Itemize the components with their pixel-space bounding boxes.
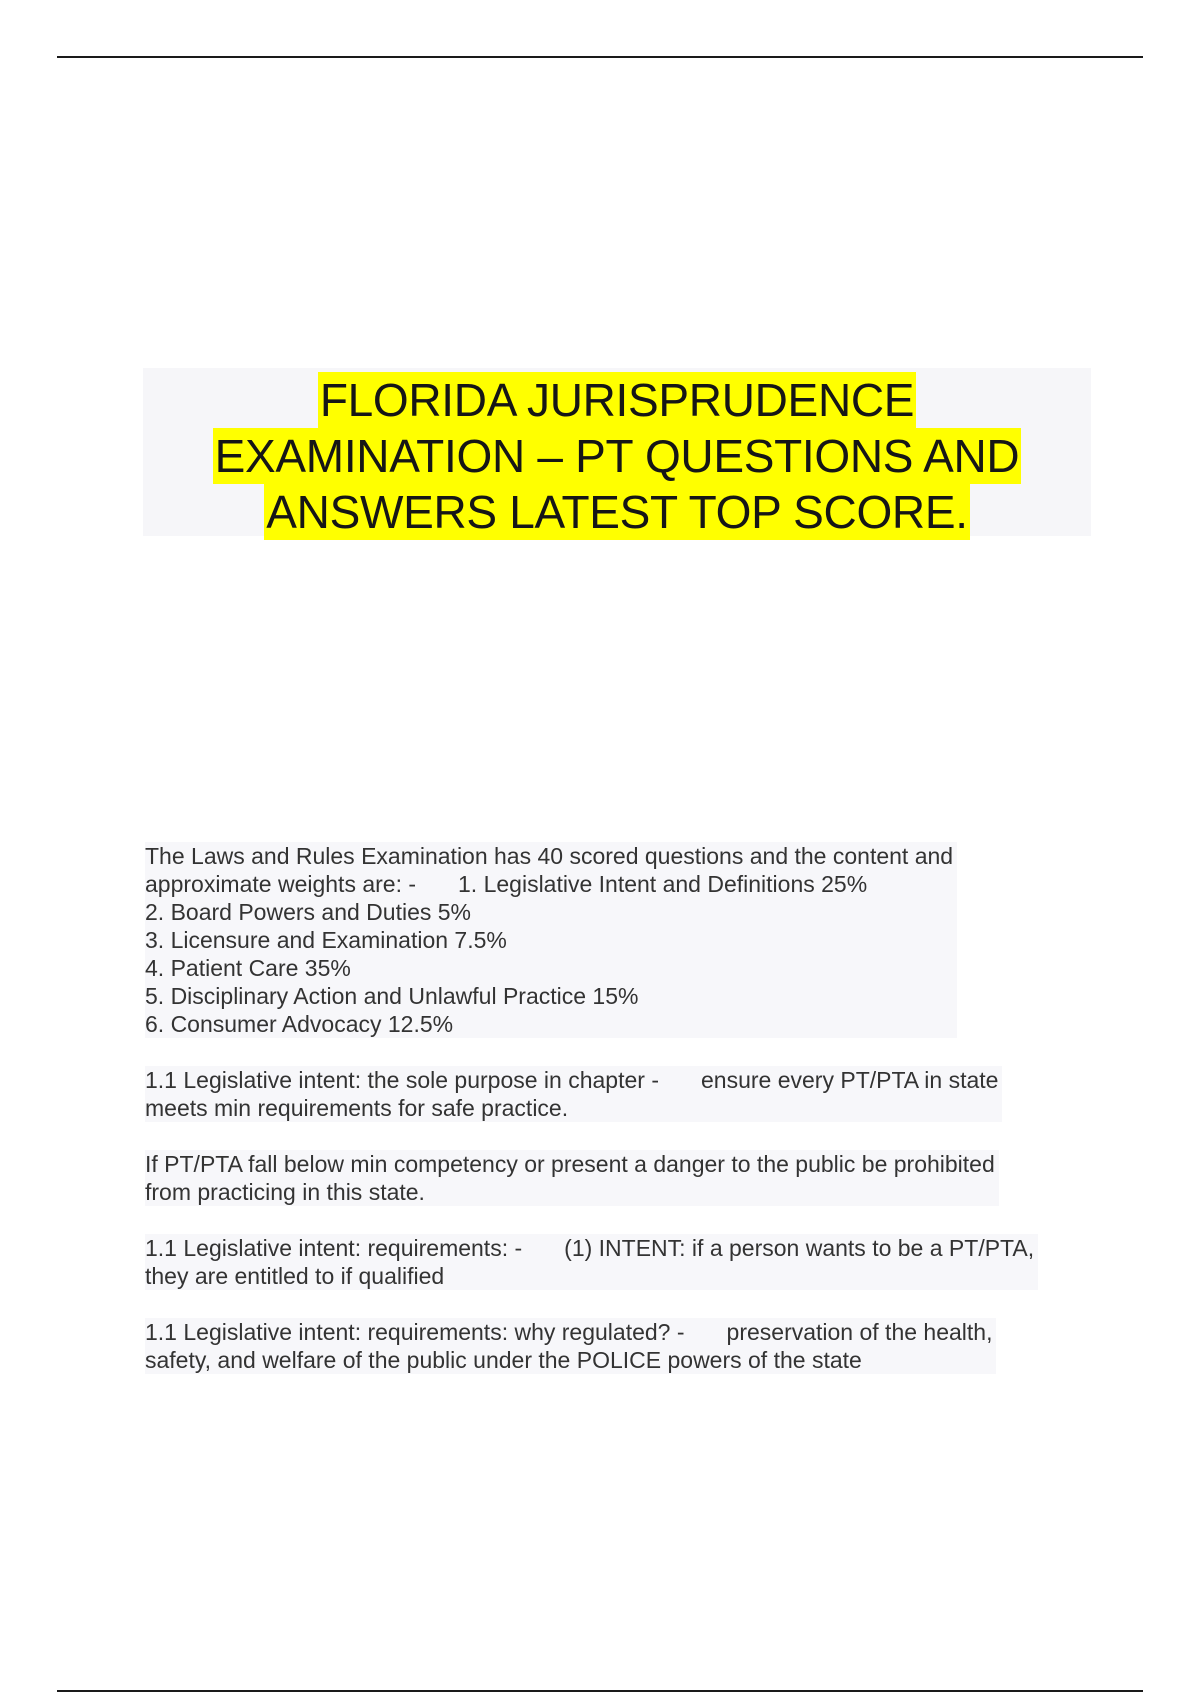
- document-title-block: [143, 368, 1091, 536]
- weights-paragraph: [145, 842, 1145, 1038]
- document-body: [145, 842, 1145, 1402]
- qa-question: 1.1 Legislative intent: the sole purpose in chapter -: [145, 1067, 659, 1093]
- qa-line: [145, 1318, 992, 1346]
- weight-item: 6. Consumer Advocacy 12.5%: [145, 1011, 454, 1037]
- footer-rule: [57, 1690, 1143, 1692]
- qa-item: [145, 1234, 1145, 1290]
- qa-question: 1.1 Legislative intent: requirements: why regulated? -: [145, 1319, 685, 1345]
- weight-item: 3. Licensure and Examination 7.5%: [145, 927, 507, 953]
- document-title-line-3: ANSWERS LATEST TOP SCORE.: [266, 486, 968, 538]
- qa-block: [145, 1066, 1002, 1122]
- qa-block: [145, 1234, 1038, 1290]
- weight-item: 5. Disciplinary Action and Unlawful Practice 15%: [145, 983, 639, 1009]
- qa-continuation: they are entitled to if qualified: [145, 1263, 445, 1289]
- intro-question: approximate weights are: -: [145, 871, 417, 897]
- qa-block: [145, 1150, 999, 1206]
- qa-text: from practicing in this state.: [145, 1179, 425, 1205]
- intro-line-1: The Laws and Rules Examination has 40 scored questions and the content and: [145, 843, 954, 869]
- weight-item: 2. Board Powers and Duties 5%: [145, 899, 472, 925]
- qa-text: If PT/PTA fall below min competency or present a danger to the public be prohibited: [145, 1151, 995, 1177]
- qa-continuation: meets min requirements for safe practice.: [145, 1095, 569, 1121]
- document-title-line-2: EXAMINATION – PT QUESTIONS AND: [214, 430, 1020, 482]
- qa-question: 1.1 Legislative intent: requirements: -: [145, 1235, 523, 1261]
- qa-line: [145, 1234, 1034, 1262]
- intro-answer: 1. Legislative Intent and Definitions 25%: [458, 871, 868, 897]
- intro-line-2: [145, 870, 953, 898]
- qa-item: [145, 1150, 1145, 1206]
- qa-answer: ensure every PT/PTA in state: [701, 1067, 999, 1093]
- document-title-line-1: FLORIDA JURISPRUDENCE: [319, 374, 915, 426]
- header-rule: [57, 56, 1143, 58]
- qa-item: [145, 1066, 1145, 1122]
- qa-block: [145, 1318, 996, 1374]
- qa-line: [145, 1066, 998, 1094]
- weights-block: [145, 842, 957, 1038]
- qa-continuation: safety, and welfare of the public under the POLICE powers of the state: [145, 1347, 862, 1373]
- qa-answer: (1) INTENT: if a person wants to be a PT/PTA,: [564, 1235, 1035, 1261]
- weight-item: 4. Patient Care 35%: [145, 955, 351, 981]
- qa-item: [145, 1318, 1145, 1374]
- qa-answer: preservation of the health,: [726, 1319, 993, 1345]
